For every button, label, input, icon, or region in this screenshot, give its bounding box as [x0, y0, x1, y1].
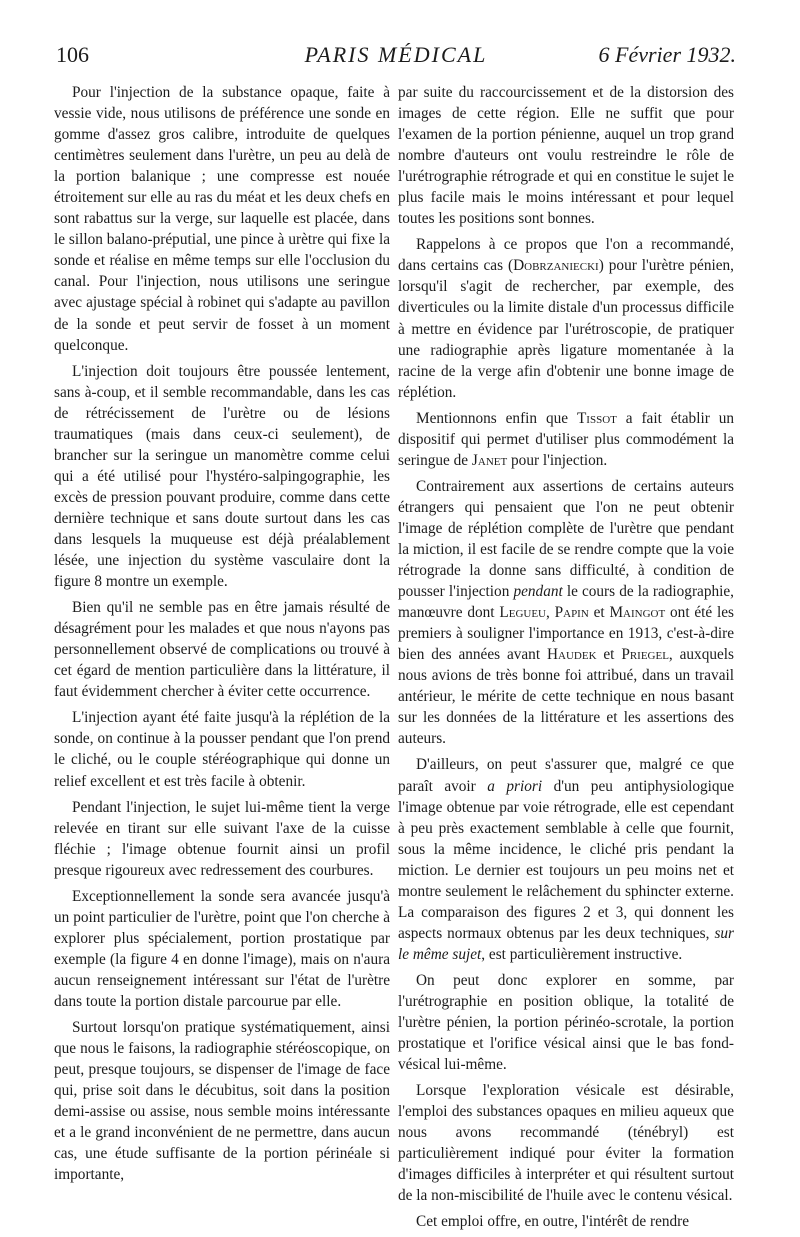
emphasis: sur le même sujet: [398, 924, 734, 963]
paragraph: L'injection doit toujours être poussée lentement, sans à-coup, et il semble recommandable, dans les cas de rétrécissement de l'urètre ou de lésions traumatiques (mais dans ceux-ci seulement), de brancher sur la seringue un manomètre comme celui qui a été utilisé pour l'hystéro-salpingographie, les excès de pression pouvant produire, comme dans cette dernière technique et sans doute surtout dans les cas dans lesquels la muqueuse est déjà préalablement lésée, une injection du système vasculaire dont la figure 8 montre un exemple.: [54, 362, 390, 591]
paragraph: [398, 754, 734, 964]
author-name: Haudek: [546, 646, 597, 664]
paragraph: [398, 476, 734, 750]
text-run: le cours de la radiographie, manœuvre dont: [398, 583, 734, 622]
paragraph: Exceptionnellement la sonde sera avancée jusqu'à un point particulier de l'urètre, point que l'on cherche à explorer plus spécialement, portion prostatique par exemple (la figure 4 en donne l'image), mais on n'aura aucun renseignement intéressant sur l'état de l'urètre dans toute la portion distale parcourue par elle.: [54, 887, 390, 1010]
paragraph: Surtout lorsqu'on pratique systématiquement, ainsi que nous le faisons, la radiographie stéréoscopique, on peut, presque toujours, se dispenser de l'image de face qui, prise soit dans le décubitus, soit dans la position demi-assise ou assise, nous semble moins intéressante et a le grand inconvénient de ne permettre, dans aucun cas, une étude suffisante de la portion périnéale si importante,: [54, 1019, 390, 1184]
text-run: pour l'injection.: [507, 451, 608, 469]
left-column: [54, 82, 390, 1190]
page-header: [56, 42, 736, 72]
text-run: et: [596, 646, 622, 664]
author-name: Janet: [471, 451, 508, 469]
text-run: , auxquels nous avions de très bonne foi attribué, dans un travail antérieur, le mérite de cette technique en nous basant sur les données de la littérature et les assertions des auteurs.: [398, 646, 734, 748]
text-run: ) pour l'urètre pénien, lorsqu'il s'agit de rechercher, par exemple, des diverticules ou la limite distale d'un processus difficile à mettre en évidence par l'urétroscopie, de pratiquer une radiographie après ligature momentanée à la racine de la verge afin d'obtenir une bonne image de réplétion.: [398, 257, 734, 401]
paragraph: Lorsque l'exploration vésicale est désirable, l'emploi des substances opaques en milieu aqueux que nous avons recommandé (ténébryl) est particulièrement indiqué pour éviter la formation d'images difficiles à interpréter et qui résultent surtout de la non-miscibilité de l'huile avec le contenu vésical.: [398, 1082, 734, 1205]
paragraph: par suite du raccourcissement et de la distorsion des images de cette région. Elle ne suffit que pour l'examen de la portion pénienne, auquel un trop grand nombre d'auteurs ont voulu restreindre le rôle de l'urétrographie rétrograde et qui en constitue le sujet le plus facile mais le moins intéressant et pour lequel toutes les positions sont bonnes.: [398, 84, 734, 228]
emphasis: a priori: [487, 777, 543, 795]
text-run: D'ailleurs, on peut s'assurer que, malgré ce que paraît avoir: [398, 756, 734, 795]
paragraph: Pendant l'injection, le sujet lui-même tient la verge relevée en tirant sur elle suivant l'axe de la cuisse fléchie ; l'image obtenue fournit ainsi un profil presque rigoureux avec redressement des courbures.: [54, 798, 390, 879]
author-name: Priegel: [621, 646, 669, 664]
text-run: a fait établir un dispositif qui permet d'utiliser plus commodément la seringue de: [398, 409, 734, 469]
paragraph: Cet emploi offre, en outre, l'intérêt de rendre: [416, 1213, 690, 1231]
text-run: , est particulièrement instructive.: [481, 945, 683, 963]
journal-title: PARIS MÉDICAL: [304, 42, 488, 67]
paragraph: [398, 234, 734, 402]
author-name: Maingot: [609, 604, 666, 622]
author-name: Tissot: [576, 409, 617, 427]
author-name: Dobrzaniecki: [513, 257, 599, 275]
paragraph: Bien qu'il ne semble pas en être jamais résulté de désagrément pour les malades et que nous n'ayons pas personnellement observé de complications ou trouvé à cet égard de mention particulière dans la littérature, il faut évidemment chercher à éviter cette occurrence.: [54, 599, 390, 701]
text-run: Rappelons à ce propos que l'on a recommandé, dans certains cas (: [398, 236, 734, 275]
author-name: Legueu, Papin: [499, 604, 589, 622]
paragraph: L'injection ayant été faite jusqu'à la réplétion de la sonde, on continue à la pousser pendant que l'on prend le cliché, ou le couple stéréographique qui donne un relief excellent et est très facile à obtenir.: [54, 709, 390, 790]
text-run: d'un peu antiphysiologique l'image obtenue par voie rétrograde, elle est cependant à peu près exactement semblable à celle que fournit, sous la même incidence, le cliché pris pendant la miction. Le dernier est toujours un peu moins net et montre seulement le relâchement du sphincter externe. La comparaison des figures 2 et 3, qui donnent les aspects normaux obtenus par les deux techniques,: [398, 777, 734, 942]
issue-date: 6 Février 1932.: [598, 42, 736, 67]
page-number: 106: [56, 42, 89, 67]
paragraph: On peut donc explorer en somme, par l'urétrographie en position oblique, la totalité de l'urètre pénien, la portion périnéo-scrotale, la portion prostatique et l'orifice vésical ainsi que le bas fond-vésical lui-même.: [398, 971, 734, 1074]
text-run: et: [588, 604, 610, 622]
text-run: ont été les premiers à souligner l'importance en 1913, c'est-à-dire bien des années avant: [398, 604, 734, 664]
right-column: [398, 82, 734, 1237]
paragraph: Pour l'injection de la substance opaque, faite à vessie vide, nous utilisons de préférence une sonde en gomme d'assez gros calibre, introduite de quelques centimètres seulement dans l'urètre, un peu au delà de la portion balanique ; une compresse est nouée étroitement sur elle au ras du méat et les deux chefs en sont rabattus sur la verge, sur laquelle est placée, dans le sillon balano-préputial, une pince à urètre qui fixe la sonde et réalise en même temps sur elle l'occlusion du canal. Pour l'injection, nous utilisons une seringue avec ajustage spécial à robinet qui s'adapte au pavillon de la sonde et peut servir de fosset à un moment quelconque.: [54, 84, 390, 354]
paragraph: [398, 408, 734, 471]
text-run: Contrairement aux assertions de certains auteurs étrangers qui pensaient que l'on ne peut obtenir l'image de réplétion complète de l'urètre que pendant la miction, il est facile de se rendre compte que la voie rétrograde la donne sans difficulté, à condition de pousser l'injection: [398, 477, 734, 601]
emphasis: pendant: [513, 583, 563, 601]
text-run: Mentionnons enfin que: [416, 409, 577, 427]
